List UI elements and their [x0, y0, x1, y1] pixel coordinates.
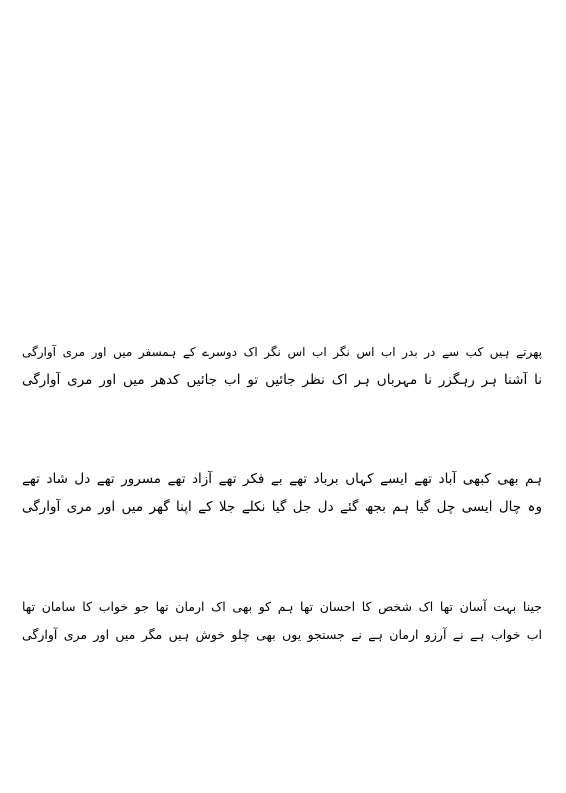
stanza-1 — [22, 338, 542, 394]
verse-line: ہم بھی کبھی آباد تھے ایسے کہاں برباد تھے بے فکر تھے آزاد تھے مسرور تھے دل شاد تھے — [22, 471, 542, 487]
verse-line: جینا بہت آسان تھا اک شخص کا احسان تھا ہم کو بھی اک ارمان تھا جو خواب کا سامان تھا — [22, 599, 542, 614]
verse-line: پھرتے ہیں کب سے در بدر اب اس نگر اب اس نگر اک دوسرے کے ہمسفر میں اور مری آوارگی — [22, 345, 542, 359]
verse-line: وہ چال ایسی چل گیا ہم بجھ گئے دل جل گیا نکلے جلا کے اپنا گھر میں اور مری آوارگی — [22, 499, 542, 515]
verse-line: نا آشنا ہر رہگزر نا مہرباں ہر اک نظر جائیں تو اب جائیں کدھر میں اور مری آوارگی — [22, 372, 542, 388]
verse-line: اب خواب ہے نے آرزو ارمان ہے نے جستجو یوں بھی چلو خوش ہیں مگر میں اور مری آوارگی — [22, 627, 542, 642]
stanza-2 — [22, 465, 542, 521]
stanza-3 — [22, 593, 542, 649]
